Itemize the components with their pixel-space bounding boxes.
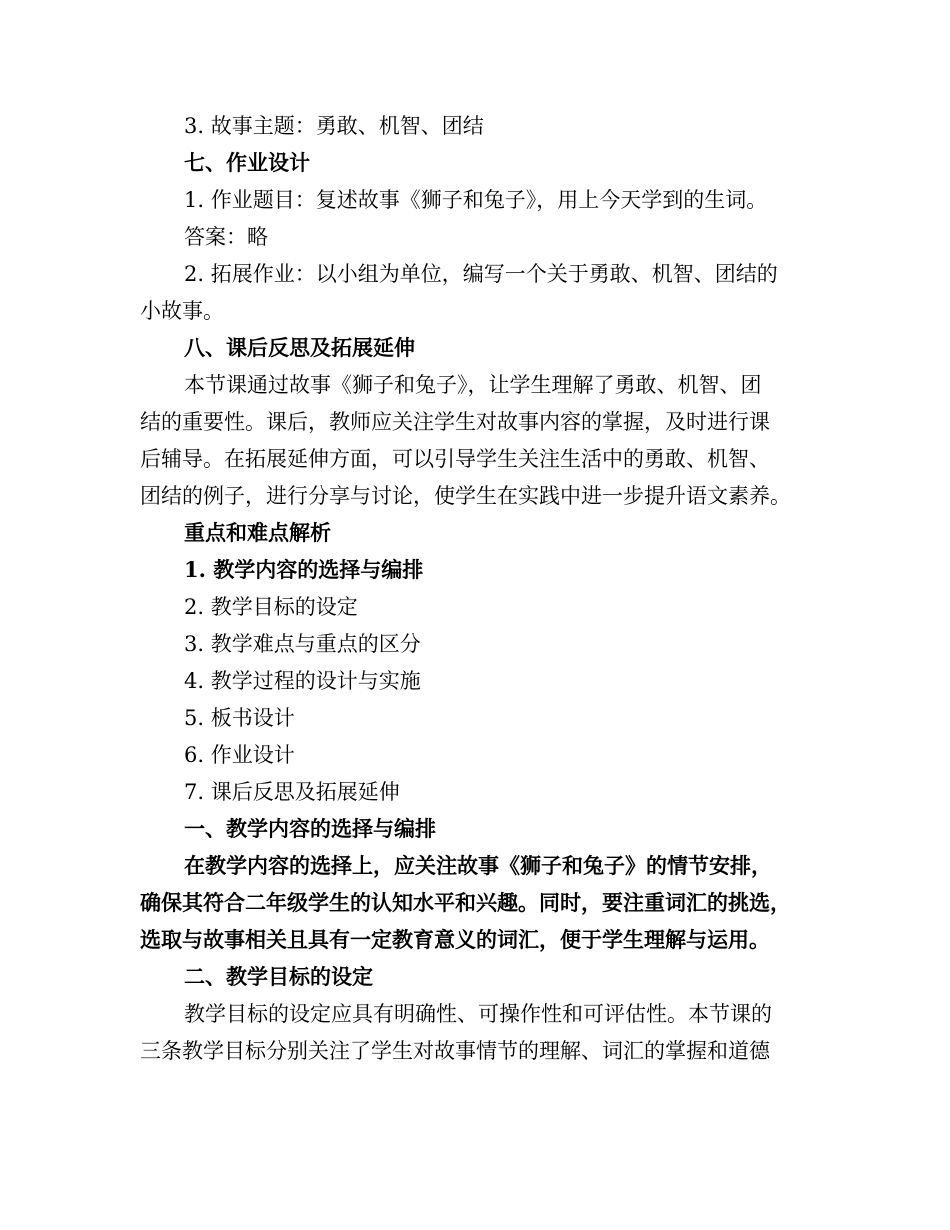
content-selection-paragraph-line: 选取与故事相关且具有一定教育意义的词汇，便于学生理解与运用。: [140, 927, 770, 952]
content-selection-paragraph-line: 在教学内容的选择上，应关注故事《狮子和兔子》的情节安排，: [184, 853, 772, 878]
homework-item-2: 2. 拓展作业：以小组为单位，编写一个关于勇敢、机智、团结的: [184, 262, 778, 286]
key-point-item: 4. 教学过程的设计与实施: [184, 669, 421, 693]
key-point-item: 6. 作业设计: [184, 743, 295, 767]
section-heading-homework: 七、作业设计: [184, 150, 310, 175]
objectives-paragraph-line: 三条教学目标分别关注了学生对故事情节的理解、词汇的掌握和道德: [140, 1039, 770, 1063]
reflection-paragraph-line: 后辅导。在拓展延伸方面，可以引导学生关注生活中的勇敢、机智、: [140, 447, 770, 471]
section-heading-objectives: 二、教学目标的设定: [184, 964, 373, 989]
reflection-paragraph-line: 团结的例子，进行分享与讨论，使学生在实践中进一步提升语文素养。: [140, 484, 791, 508]
story-theme-line: 3. 故事主题：勇敢、机智、团结: [184, 114, 484, 138]
section-heading-reflection: 八、课后反思及拓展延伸: [184, 335, 415, 360]
objectives-paragraph-line: 教学目标的设定应具有明确性、可操作性和可评估性。本节课的: [184, 1002, 772, 1026]
homework-item-2-cont: 小故事。: [140, 299, 224, 323]
homework-item-1: 1. 作业题目：复述故事《狮子和兔子》，用上今天学到的生词。: [184, 188, 768, 212]
reflection-paragraph-line: 本节课通过故事《狮子和兔子》，让学生理解了勇敢、机智、团: [184, 373, 762, 397]
content-selection-paragraph-line: 确保其符合二年级学生的认知水平和兴趣。同时，要注重词汇的挑选，: [140, 890, 791, 915]
key-point-item: 2. 教学目标的设定: [184, 595, 358, 619]
key-point-item: 5. 板书设计: [184, 706, 295, 730]
key-point-item: 3. 教学难点与重点的区分: [184, 632, 421, 656]
answer-line: 答案：略: [184, 225, 268, 249]
key-points-heading: 重点和难点解析: [184, 520, 331, 545]
key-point-item: 7. 课后反思及拓展延伸: [184, 780, 400, 804]
key-point-item: 1. 教学内容的选择与编排: [184, 557, 424, 582]
section-heading-content-selection: 一、教学内容的选择与编排: [184, 816, 436, 841]
reflection-paragraph-line: 结的重要性。课后，教师应关注学生对故事内容的掌握，及时进行课: [140, 410, 770, 434]
